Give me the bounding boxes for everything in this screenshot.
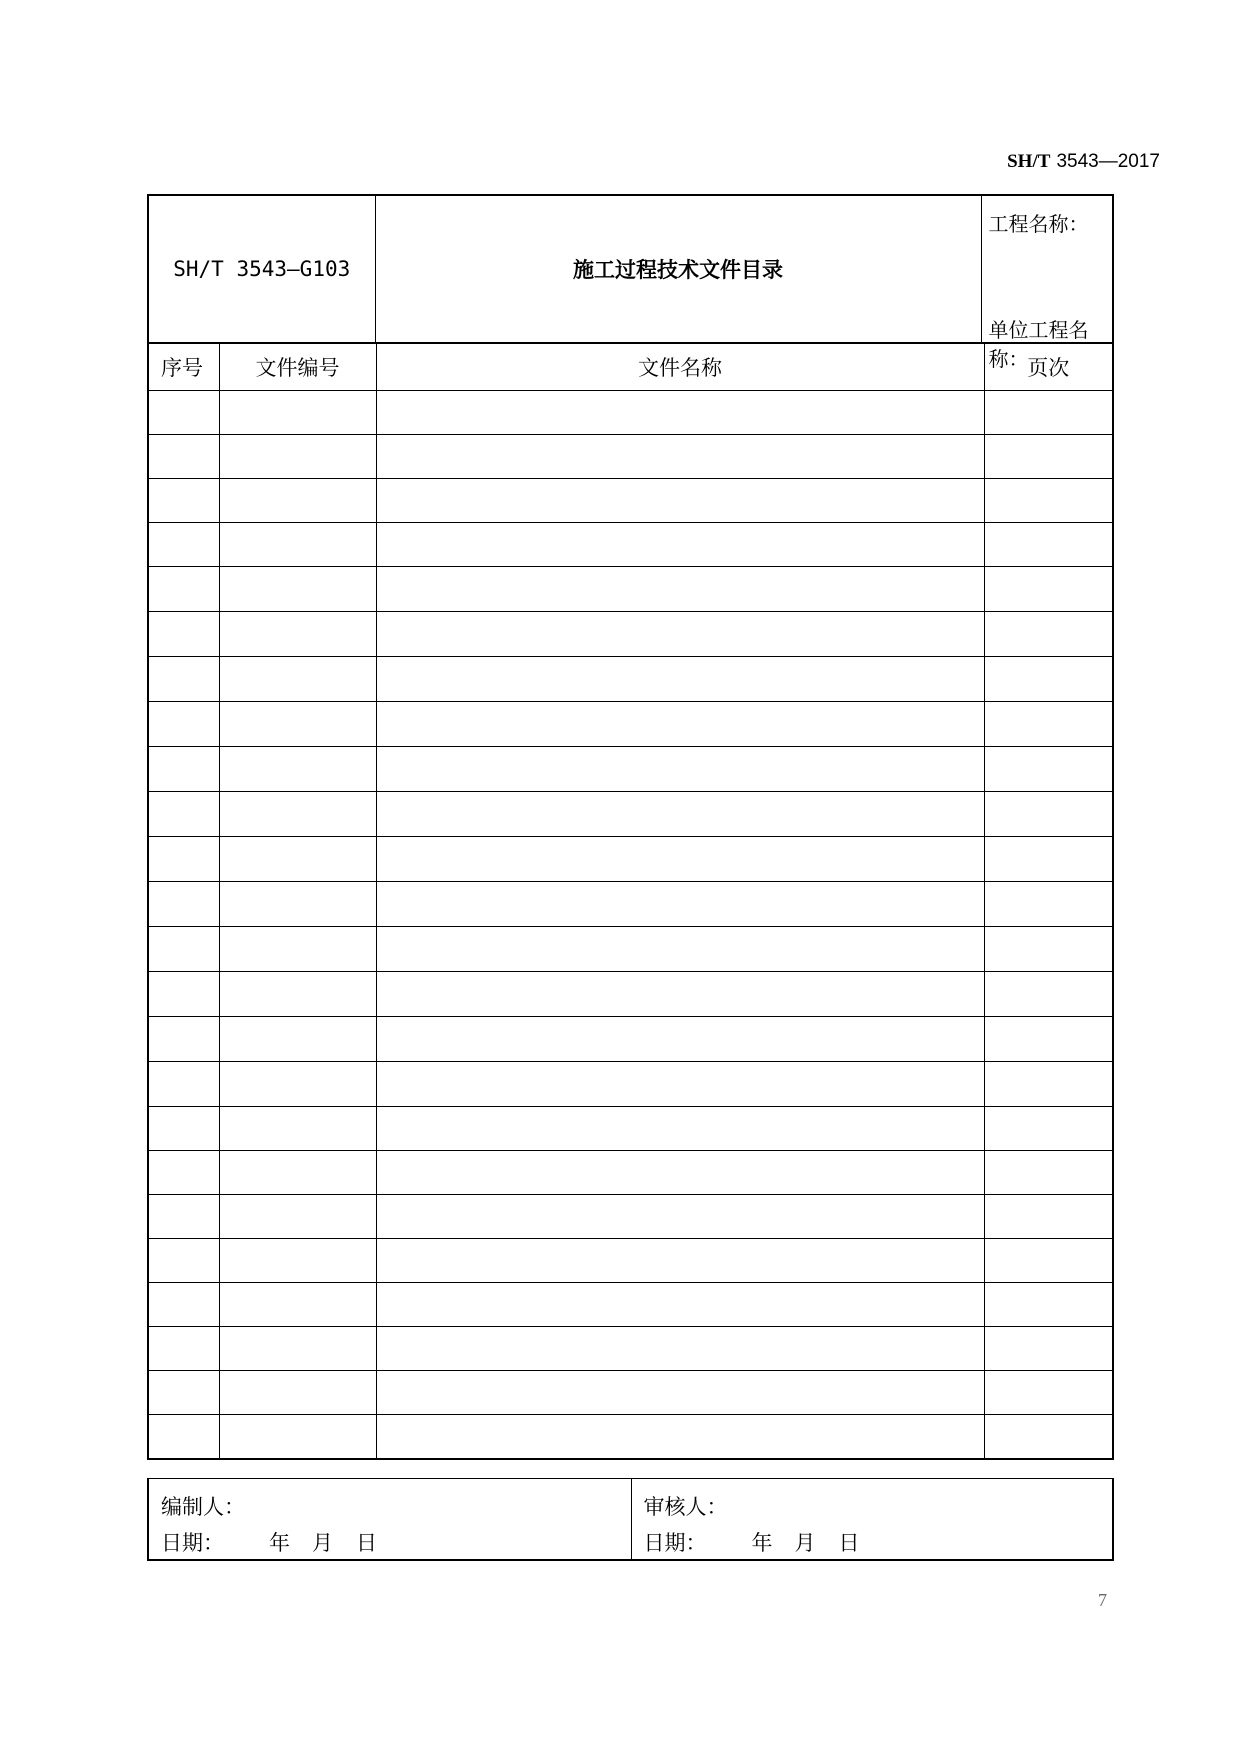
pages-cell[interactable] [984,435,1113,479]
standard-code-number: 3543—2017 [1056,151,1160,172]
table-row [148,1415,1113,1460]
table-row [148,1239,1113,1283]
pages-cell[interactable] [984,882,1113,927]
file-no-cell[interactable] [219,391,376,435]
file-no-cell[interactable] [219,1107,376,1151]
file-no-cell[interactable] [219,972,376,1017]
file-name-cell[interactable] [376,747,984,792]
file-no-cell[interactable] [219,702,376,747]
compiler-date-label: 日期： [161,1531,224,1555]
pages-cell[interactable] [984,612,1113,657]
compiler-month: 月 [312,1531,333,1555]
file-no-cell[interactable] [219,612,376,657]
pages-cell[interactable] [984,927,1113,972]
file-name-cell[interactable] [376,837,984,882]
standard-code-prefix: SH/T [1007,151,1051,172]
file-name-cell[interactable] [376,1062,984,1107]
reviewer-date-label: 日期： [643,1531,707,1555]
file-no-cell[interactable] [219,523,376,567]
signature-row [148,1479,1113,1561]
table-row [148,702,1113,747]
seq-cell[interactable] [148,1327,219,1371]
compiler-year: 年 [269,1531,290,1555]
file-no-cell[interactable] [219,435,376,479]
seq-cell[interactable] [148,1283,219,1327]
pages-cell[interactable] [984,1062,1113,1107]
reviewer-day: 日 [838,1531,860,1555]
seq-cell[interactable] [148,523,219,567]
table-row [148,927,1113,972]
seq-cell[interactable] [148,927,219,972]
pages-cell[interactable] [984,523,1113,567]
table-row [148,612,1113,657]
page-number: 7 [1098,1590,1107,1610]
column-header-row [148,343,1113,391]
signature-table [147,1478,1114,1561]
pages-cell[interactable] [984,702,1113,747]
table-row [148,1283,1113,1327]
file-name-cell[interactable] [376,391,984,435]
table-row [148,1151,1113,1195]
table-row [148,972,1113,1017]
file-name-cell[interactable] [376,792,984,837]
file-name-cell[interactable] [376,479,984,523]
pages-cell[interactable] [984,972,1113,1017]
pages-cell[interactable] [984,747,1113,792]
pages-cell[interactable] [984,837,1113,882]
file-name-cell[interactable] [376,1239,984,1283]
pages-cell[interactable] [984,1283,1113,1327]
file-no-cell[interactable] [219,1415,376,1460]
pages-cell[interactable] [984,479,1113,523]
file-name-cell[interactable] [376,882,984,927]
seq-cell[interactable] [148,882,219,927]
seq-cell[interactable] [148,1195,219,1239]
file-no-cell[interactable] [219,1195,376,1239]
form-code: SH/T 3543—G103 [148,195,375,343]
file-no-cell[interactable] [219,657,376,702]
table-row [148,523,1113,567]
table-row [148,1017,1113,1062]
seq-cell[interactable] [148,1239,219,1283]
file-no-cell[interactable] [219,882,376,927]
file-no-cell[interactable] [219,1062,376,1107]
pages-cell[interactable] [984,391,1113,435]
project-name-label: 工程名称： [988,212,1089,236]
compiler-label: 编制人： [161,1495,245,1519]
pages-cell[interactable] [984,1195,1113,1239]
column-header-seq: 序号 [148,343,219,391]
seq-cell[interactable] [148,479,219,523]
file-name-cell[interactable] [376,1371,984,1415]
pages-cell[interactable] [984,1151,1113,1195]
seq-cell[interactable] [148,1415,219,1460]
file-name-cell[interactable] [376,435,984,479]
table-row [148,1371,1113,1415]
table-row [148,1062,1113,1107]
file-name-cell[interactable] [376,1415,984,1460]
file-no-cell[interactable] [219,567,376,612]
pages-cell[interactable] [984,792,1113,837]
file-no-cell[interactable] [219,1327,376,1371]
column-header-pages: 页次 [984,343,1113,391]
form-header-row [148,195,1113,343]
reviewer-year: 年 [751,1531,773,1555]
seq-cell[interactable] [148,1107,219,1151]
seq-cell[interactable] [148,792,219,837]
table-row [148,657,1113,702]
file-name-cell[interactable] [376,523,984,567]
seq-cell[interactable] [148,567,219,612]
pages-cell[interactable] [984,1415,1113,1460]
column-header-file-no: 文件编号 [219,343,376,391]
table-row [148,882,1113,927]
file-name-cell[interactable] [376,657,984,702]
table-row [148,391,1113,435]
pages-cell[interactable] [984,1239,1113,1283]
file-no-cell[interactable] [219,1239,376,1283]
file-name-cell[interactable] [376,567,984,612]
file-no-cell[interactable] [219,792,376,837]
table-row [148,567,1113,612]
file-no-cell[interactable] [219,747,376,792]
reviewer-month: 月 [794,1531,816,1555]
seq-cell[interactable] [148,1017,219,1062]
compiler-cell[interactable] [148,1479,631,1561]
table-row [148,1195,1113,1239]
pages-cell[interactable] [984,567,1113,612]
form-title: 施工过程技术文件目录 [375,195,981,343]
column-header-file-name: 文件名称 [376,343,984,391]
table-row [148,747,1113,792]
file-no-cell[interactable] [219,927,376,972]
unit-project-name-label: 单位工程名称： [988,318,1089,371]
compiler-day: 日 [356,1531,377,1555]
reviewer-cell[interactable] [631,1479,1113,1561]
file-no-cell[interactable] [219,837,376,882]
file-no-cell[interactable] [219,479,376,523]
file-name-cell[interactable] [376,1283,984,1327]
seq-cell[interactable] [148,1151,219,1195]
seq-cell[interactable] [148,1371,219,1415]
pages-cell[interactable] [984,1107,1113,1151]
file-no-cell[interactable] [219,1371,376,1415]
pages-cell[interactable] [984,1371,1113,1415]
seq-cell[interactable] [148,747,219,792]
reviewer-label: 审核人： [643,1495,728,1519]
table-row [148,837,1113,882]
file-name-cell[interactable] [376,612,984,657]
file-no-cell[interactable] [219,1017,376,1062]
document-list-table [147,342,1114,1460]
seq-cell[interactable] [148,837,219,882]
table-row [148,1327,1113,1371]
standard-code [940,150,1160,173]
file-no-cell[interactable] [219,1151,376,1195]
pages-cell[interactable] [984,1327,1113,1371]
table-row [148,479,1113,523]
seq-cell[interactable] [148,1062,219,1107]
file-name-cell[interactable] [376,927,984,972]
seq-cell[interactable] [148,657,219,702]
file-name-cell[interactable] [376,1327,984,1371]
file-name-cell[interactable] [376,972,984,1017]
table-row [148,1107,1113,1151]
file-name-cell[interactable] [376,1151,984,1195]
seq-cell[interactable] [148,702,219,747]
pages-cell[interactable] [984,657,1113,702]
file-name-cell[interactable] [376,1017,984,1062]
table-row [148,435,1113,479]
file-name-cell[interactable] [376,702,984,747]
seq-cell[interactable] [148,612,219,657]
pages-cell[interactable] [984,1017,1113,1062]
table-row [148,792,1113,837]
file-name-cell[interactable] [376,1195,984,1239]
seq-cell[interactable] [148,972,219,1017]
seq-cell[interactable] [148,435,219,479]
file-no-cell[interactable] [219,1283,376,1327]
file-name-cell[interactable] [376,1107,984,1151]
seq-cell[interactable] [148,391,219,435]
